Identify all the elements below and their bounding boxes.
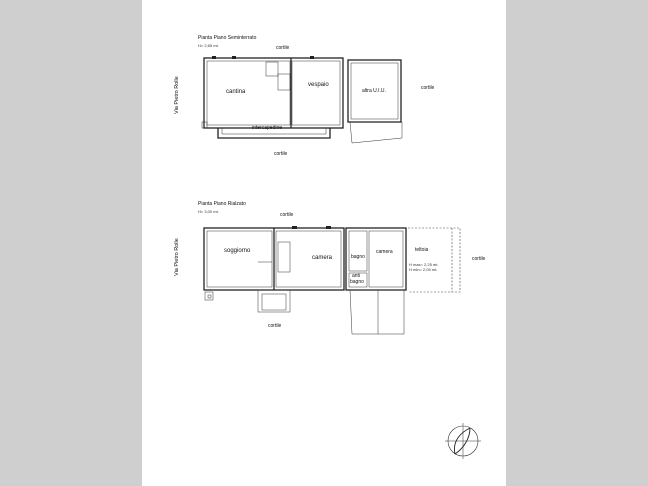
cortile-label: cortile xyxy=(268,323,282,329)
basement-stairs xyxy=(266,62,278,76)
basement-title: Pianta Piano Seminterrato xyxy=(198,35,257,41)
ground-ramp xyxy=(350,290,404,334)
ground-height: H= 3,00 mt. xyxy=(198,209,219,214)
room-label-bagno: bagno xyxy=(350,279,364,285)
vespaio-room xyxy=(292,61,340,125)
cortile-label: cortile xyxy=(280,212,294,218)
height-max-label: H max= 2,25 mt. xyxy=(409,262,439,267)
room-label-anti: anti xyxy=(352,273,361,279)
street-label: Via Pietro Rolle xyxy=(174,76,180,114)
room-label-intercapedine: intercapedine xyxy=(252,125,283,131)
height-min-label: H min= 2,05 mt. xyxy=(409,267,438,272)
cortile-label: cortile xyxy=(472,256,486,262)
room-label-bagno: bagno xyxy=(351,254,365,260)
basement-height: H= 2,65 mt. xyxy=(198,43,219,48)
cortile-label: cortile xyxy=(421,85,435,91)
ground-plan xyxy=(204,226,460,334)
cortile-label: cortile xyxy=(274,151,288,157)
room-label-teltoia: teltoia xyxy=(415,247,429,253)
cortile-label: cortile xyxy=(276,45,290,51)
room-label-camera: camera xyxy=(376,249,393,255)
cantina-room xyxy=(207,61,290,125)
soggiorno-room xyxy=(207,231,272,287)
basement-plan xyxy=(202,56,402,143)
bagno-room xyxy=(349,231,367,271)
basement-ramp xyxy=(350,122,402,143)
room-label-soggiorno: soggiorno xyxy=(224,248,251,254)
entrance-porch xyxy=(258,290,290,312)
room-label-cantina: cantina xyxy=(226,89,246,95)
camera-room-2 xyxy=(369,231,403,287)
ground-stairs xyxy=(278,242,290,272)
basement-outline xyxy=(204,58,343,128)
ground-title: Pianta Piano Rialzato xyxy=(198,201,246,207)
room-label-altra-uiu: altra U.I.U. xyxy=(362,88,386,94)
room-label-camera: camera xyxy=(312,255,333,261)
street-label: Via Pietro Rolle xyxy=(174,238,180,276)
north-arrow-icon xyxy=(445,423,481,459)
room-label-vespaio: vespaio xyxy=(308,82,329,88)
